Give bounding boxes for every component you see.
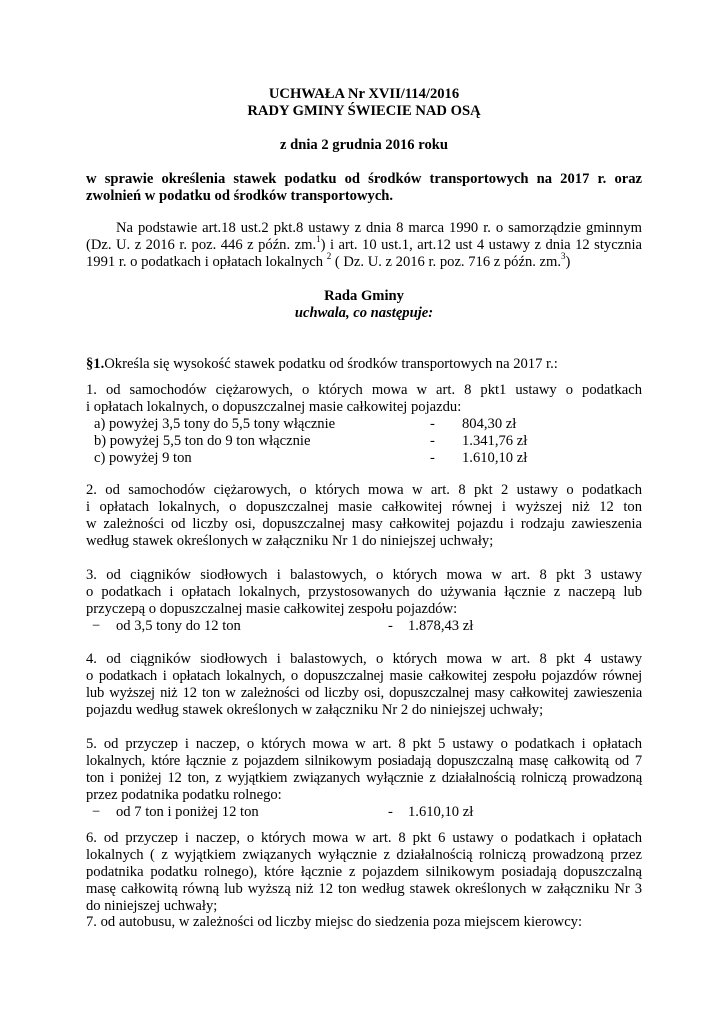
item-1: 1. od samochodów ciężarowych, o których mowa w art. 8 pkt1 ustawy o podatkach i opłatach lokalnych, o dopuszczalnej masie całkowitej pojazdu: a) powyżej 3,5 tony do 5,5 tony włącznie - 804,30 zł b) powyżej 5,5 ton do 9 ton włącznie - 1.341,76 zł c) powyżej 9 ton - 1.610,10 zł bbox=[86, 382, 642, 466]
paragraph-1 bbox=[86, 356, 642, 373]
council-resolves: uchwala, co następuje: bbox=[294, 305, 434, 321]
council-heading: Rada Gminy bbox=[324, 288, 404, 304]
rate-row-c: c) powyżej 9 ton - 1.610,10 zł bbox=[94, 450, 528, 466]
rate-row: − od 7 ton i poniżej 12 ton - 1.610,10 zł bbox=[92, 804, 474, 820]
paragraph-label: §1. bbox=[86, 356, 105, 372]
footnote-1: 1 bbox=[316, 234, 321, 245]
footnote-3: 3 bbox=[561, 251, 566, 262]
resolution-title: UCHWAŁA Nr XVII/114/2016 bbox=[268, 86, 460, 102]
rate-row: − od 3,5 tony do 12 ton - 1.878,43 zł bbox=[92, 618, 474, 634]
footnote-2: 2 bbox=[326, 251, 332, 262]
item-5: 5. od przyczep i naczep, o których mowa w art. 8 pkt 5 ustawy o podatkach i opłatach lokalnych, które łącznie z pojazdem silnikowym posiadają dopuszczalną masę całkowitą od 7 ton i poniżej 12 ton, z wyjątkiem związanych wyłącznie z działalnością rolniczą prowadzoną przez podatnika podatku rolnego: − od 7 ton i poniżej 12 ton - 1.610,10 zł bbox=[86, 736, 642, 820]
legal-basis bbox=[86, 220, 642, 271]
resolution-date: z dnia 2 grudnia 2016 roku bbox=[279, 137, 448, 153]
council-name: RADY GMINY ŚWIECIE NAD OSĄ bbox=[247, 103, 481, 119]
resolution-subject bbox=[86, 171, 642, 205]
item-3: 3. od ciągników siodłowych i balastowych, o których mowa w art. 8 pkt 3 ustawy o podatkach i opłatach lokalnych, przystosowanych do używania łącznie z naczepą lub przyczepą o dopuszczalnej masie całkowitej zespołu pojazdów: − od 3,5 tony do 12 ton - 1.878,43 zł bbox=[86, 567, 642, 634]
subject-line-1: w sprawie określenia stawek podatku od środków transportowych na 2017 r. oraz bbox=[86, 171, 642, 187]
item-6: 6. od przyczep i naczep, o których mowa w art. 8 pkt 6 ustawy o podatkach i opłatach lokalnych ( z wyjątkiem związanych wyłącznie z działalnością rolniczą prowadzoną przez podatnika podatku rolnego), które łącznie z pojazdem silnikowym posiadają dopuszczalną masę całkowitą równą lub wyższą niż 12 ton według stawek określonych w załączniku Nr 3 do niniejszej uchwały; bbox=[86, 830, 642, 914]
document-page bbox=[86, 0, 642, 1024]
subject-line-2: zwolnień w podatku od środków transportowych. bbox=[86, 188, 394, 204]
rate-row-b: b) powyżej 5,5 ton do 9 ton włącznie - 1.341,76 zł bbox=[94, 433, 528, 449]
paragraph-text: Określa się wysokość stawek podatku od środków transportowych na 2017 r.: bbox=[104, 356, 558, 372]
item-7: 7. od autobusu, w zależności od liczby miejsc do siedzenia poza miejscem kierowcy: bbox=[86, 914, 583, 930]
item-2: 2. od samochodów ciężarowych, o których mowa w art. 8 pkt 2 ustawy o podatkach i opłatach lokalnych, o dopuszczalnej masie całkowitej równej i wyższej niż 12 ton w zależności od liczby osi, dopuszczalnej masy całkowitej pojazdu i rodzaju zawieszenia według stawek określonych w załączniku Nr 1 do niniejszej uchwały; bbox=[86, 482, 642, 549]
rate-row-a: a) powyżej 3,5 tony do 5,5 tony włącznie - 804,30 zł bbox=[94, 416, 517, 432]
item-4: 4. od ciągników siodłowych i balastowych, o których mowa w art. 8 pkt 4 ustawy o podatkach i opłatach lokalnych, o dopuszczalnej masie całkowitej zespołu pojazdów równej lub wyższej niż 12 ton w zależności od liczby osi, dopuszczalnej masy całkowitej zawieszenia pojazdu według stawek określonych w załączniku Nr 2 do niniejszej uchwały; bbox=[86, 651, 642, 718]
basis-line-3: 1991 r. o podatkach i opłatach lokalnych $^2$ ( Dz. U. z 2016 r. poz. 716 z późn. zm.$^3$) bbox=[86, 251, 571, 270]
basis-line-2: (Dz. U. z 2016 r. poz. 446 z późn. zm.$^1$) i art. 10 ust.1, art.12 ust 4 ustawy z dnia 12 stycznia bbox=[86, 234, 642, 253]
basis-line-1: Na podstawie art.18 ust.2 pkt.8 ustawy z dnia 8 marca 1990 r. o samorządzie gminnym bbox=[116, 220, 642, 236]
